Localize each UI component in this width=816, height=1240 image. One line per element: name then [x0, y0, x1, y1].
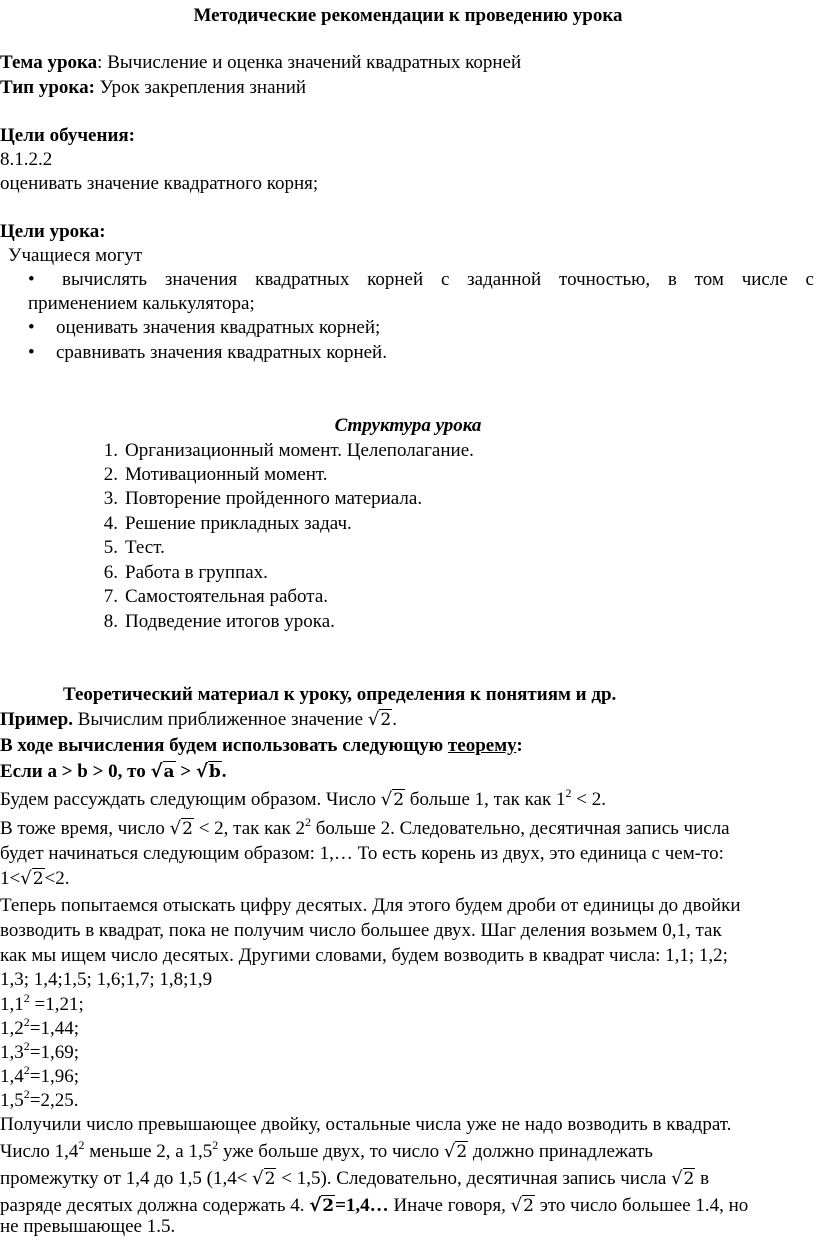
- list-item: Тест.: [125, 537, 165, 558]
- lesson-goals-heading: Цели урока:: [0, 221, 106, 242]
- sqrt-symbol: √2: [309, 1195, 335, 1216]
- list-item: Повторение пройденного материала.: [125, 488, 423, 509]
- paragraph-line: Число $1,4^2$ меньше 2, а $1,5^2$ уже больше двух, то число √2 должно принадлежать: [0, 1140, 653, 1165]
- paragraph-line: как мы ищем число десятых. Другими словами, будем возводить в квадрат числа: 1,1; 1,2;: [0, 945, 728, 966]
- paragraph-line: В тоже время, число √2 < 2, так как $2^2$ больше 2. Следовательно, десятичная запись числа: [0, 817, 730, 842]
- theorem-intro: В ходе вычисления будем использовать следующую теорему:: [0, 735, 523, 756]
- bullet-icon: •: [28, 317, 35, 338]
- list-number: 5.: [103, 537, 118, 558]
- paragraph-line: 1<√2<2.: [0, 867, 70, 892]
- sqrt-symbol: √2: [367, 709, 392, 730]
- paragraph-line: будет начинаться следующим образом: 1,… То есть корень из двух, это единица с чем-то:: [0, 843, 724, 864]
- square-calculation: $1,5^2=2,25$.: [0, 1087, 79, 1111]
- structure-heading: Структура урока: [334, 415, 482, 436]
- sqrt-symbol: √2: [671, 1168, 695, 1189]
- sqrt-symbol: √2: [510, 1195, 534, 1216]
- lesson-goals-intro: Учащиеся могут: [8, 245, 143, 266]
- paragraph-line: Будем рассуждать следующим образом. Число √2 больше 1, так как $1^2 < 2$.: [0, 788, 606, 813]
- document-title: Методические рекомендации к проведению урока: [193, 5, 623, 26]
- paragraph-line: Теперь попытаемся отыскать цифру десятых. Для этого будем дроби от единицы до двойки: [0, 895, 741, 916]
- list-item: Решение прикладных задач.: [125, 513, 352, 534]
- list-number: 1.: [103, 440, 118, 461]
- list-item: Подведение итогов урока.: [125, 611, 335, 632]
- list-item: Организационный момент. Целеполагание.: [125, 440, 474, 461]
- lesson-goal-item: сравнивать значения квадратных корней.: [56, 342, 387, 363]
- list-item: Мотивационный момент.: [125, 464, 328, 485]
- bullet-icon: •: [28, 342, 35, 363]
- square-calculation: $1,1^2 =1,21$;: [0, 991, 84, 1015]
- square-calculation: $1,3^2=1,69$;: [0, 1039, 79, 1063]
- sqrt-symbol: √2: [380, 789, 405, 810]
- sqrt-symbol: √b: [195, 761, 221, 782]
- list-number: 6.: [103, 562, 118, 583]
- list-number: 7.: [103, 586, 118, 607]
- learning-goals-text: оценивать значение квадратного корня;: [0, 173, 319, 194]
- theorem-statement: Если a > b > 0, то √a > √b.: [0, 760, 227, 785]
- learning-goals-heading: Цели обучения:: [0, 125, 135, 146]
- bullet-icon: •: [28, 269, 35, 290]
- lesson-goal-item: вычислять значения квадратных корней с заданной точностью, в том числе с: [62, 269, 814, 290]
- sqrt-symbol: √2: [169, 818, 193, 839]
- list-number: 8.: [103, 611, 118, 632]
- sqrt-symbol: √2: [20, 868, 44, 889]
- square-calculation: $1,4^2=1,96$;: [0, 1063, 79, 1087]
- paragraph-line: возводить в квадрат, пока не получим число большее двух. Шаг деления возьмем 0,1, так: [0, 920, 722, 941]
- paragraph-line: 1,3; 1,4;1,5; 1,6;1,7; 1,8;1,9: [0, 969, 213, 990]
- lesson-goal-item: оценивать значения квадратных корней;: [56, 317, 381, 338]
- sqrt-symbol: √2: [252, 1168, 276, 1189]
- learning-goals-code: 8.1.2.2: [0, 149, 53, 170]
- list-number: 4.: [103, 513, 118, 534]
- lesson-topic: Тема урока: Вычисление и оценка значений квадратных корней: [0, 52, 522, 73]
- sqrt-symbol: √a: [150, 761, 175, 782]
- square-calculation: $1,2^2=1,44$;: [0, 1015, 79, 1039]
- paragraph-line: промежутку от 1,4 до 1,5 (1,4< √2 < 1,5). Следовательно, десятичная запись числа √2 в: [0, 1167, 709, 1192]
- list-item: Самостоятельная работа.: [125, 586, 329, 607]
- paragraph-line: не превышающее 1.5.: [0, 1216, 176, 1237]
- example-line: Пример. Вычислим приближенное значение √2.: [0, 708, 397, 733]
- lesson-type: Тип урока: Урок закрепления знаний: [0, 77, 307, 98]
- list-number: 3.: [103, 488, 118, 509]
- theory-heading: Теоретический материал к уроку, определения к понятиям и др.: [63, 684, 617, 705]
- sqrt-symbol: √2: [443, 1141, 468, 1162]
- lesson-goal-item-cont: применением калькулятора;: [28, 293, 255, 314]
- list-number: 2.: [103, 464, 118, 485]
- paragraph-line: Получили число превышающее двойку, остальные числа уже не надо возводить в квадрат.: [0, 1114, 732, 1135]
- paragraph-line: разряде десятых должна содержать 4. √2=1,4… Иначе говоря, √2 это число большее 1.4, но: [0, 1194, 748, 1219]
- list-item: Работа в группах.: [125, 562, 268, 583]
